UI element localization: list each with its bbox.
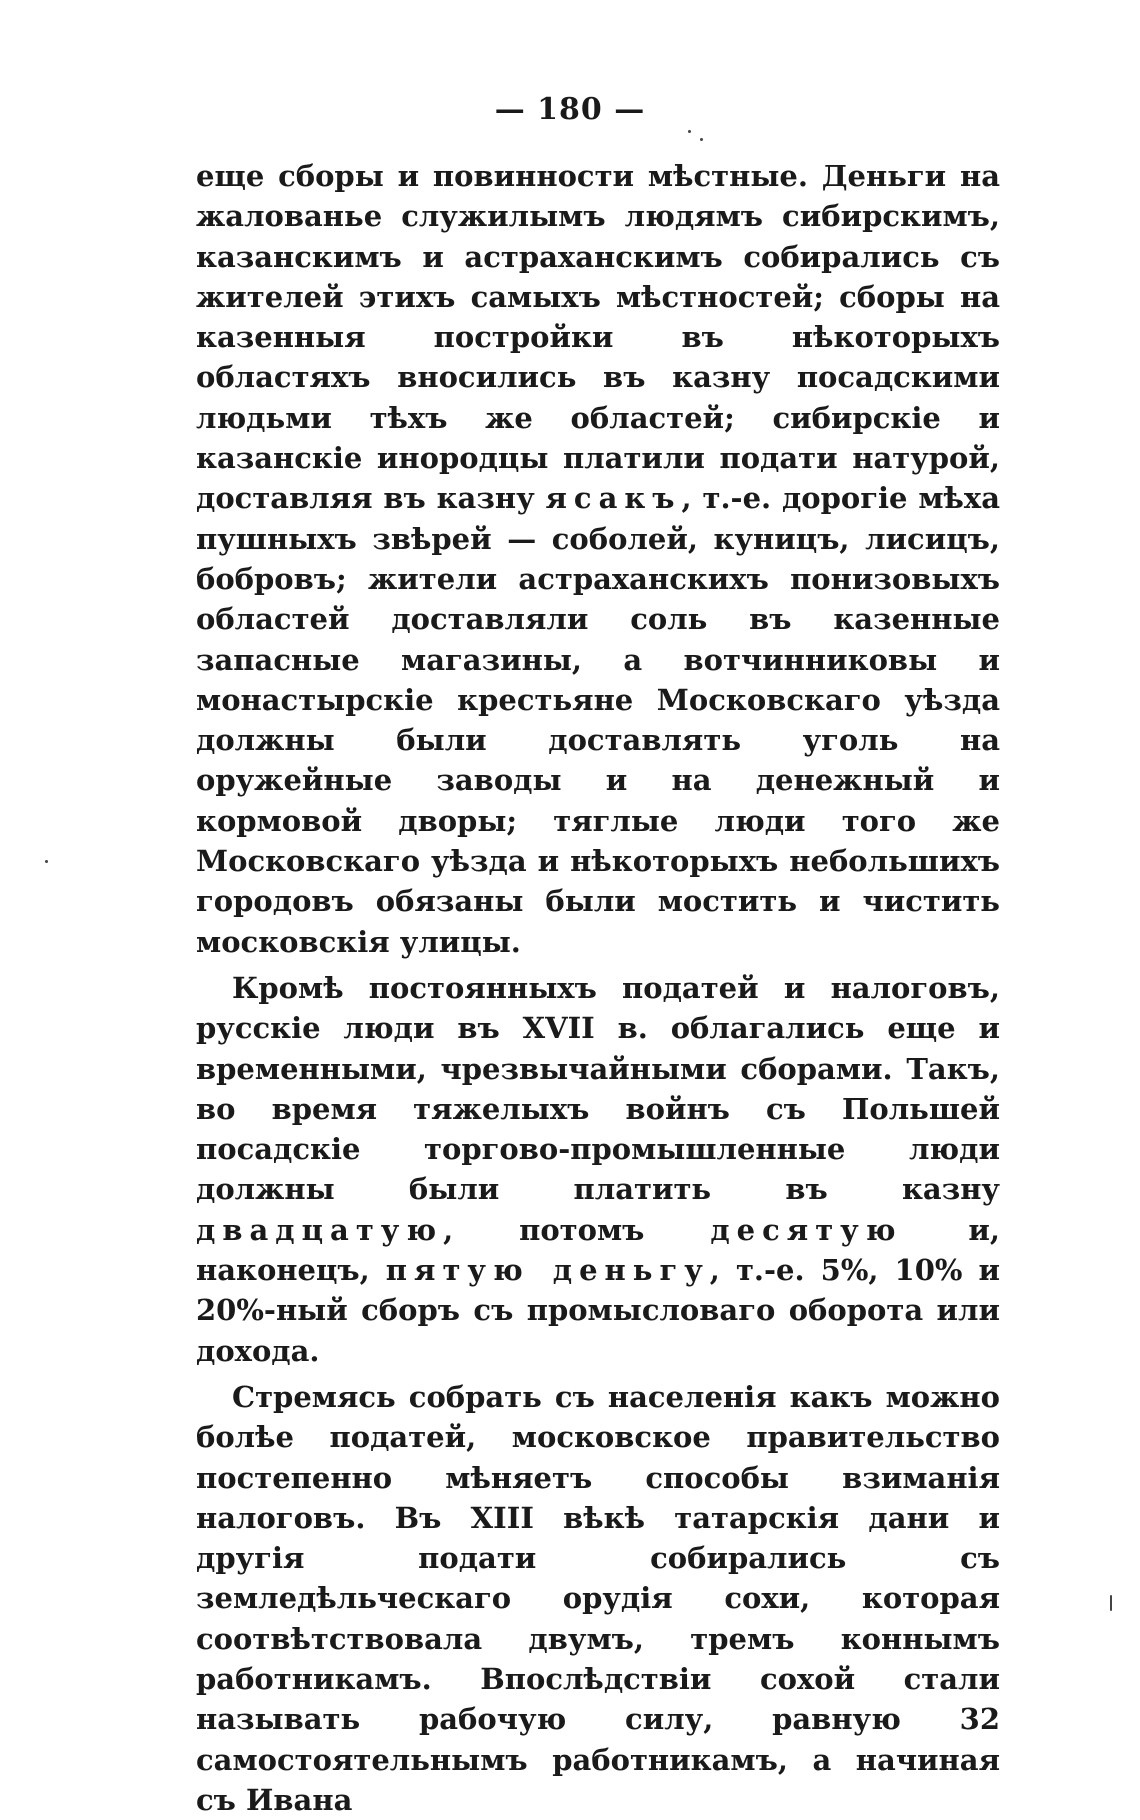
paragraph-1-text-a: еще сборы и повинности мѣстные. Деньги на жалованье служилымъ людямъ сибирскимъ, казанскимъ и астраханскимъ собирались съ жителей этихъ самыхъ мѣстностей; сборы на казенныя постройки въ нѣкоторыхъ областяхъ вносились въ казну посадскими людьми тѣхъ же областей; сибирскіе и казанскіе инородцы платили подати натурой, доставляя въ казну	[196, 159, 1000, 516]
paragraph-2	[196, 968, 1000, 1371]
emphasized-term-yasak: ясакъ	[545, 481, 682, 516]
page-number: — 180 —	[494, 92, 646, 127]
paragraph-2-text-a: Кромѣ постоянныхъ податей и налоговъ, русскіе люди въ XVII в. облагались еще и временными, чрезвычайными сборами. Такъ, во время тяжелыхъ войнъ съ Польшей посадскіе торгово-промышленные люди должны были платить въ казну	[196, 970, 1000, 1207]
emphasized-term-dvadtsatuyu: двадцатую	[196, 1212, 444, 1247]
scan-speck	[700, 138, 703, 141]
paragraph-2-text-d: , т.-е. 5%, 10% и 20%-ный сборъ съ промысловаго оборота или дохода.	[196, 1253, 1000, 1368]
paragraph-3	[196, 1377, 1000, 1820]
paragraph-1-text-b: , т.-е. дорогіе мѣха пушныхъ звѣрей — соболей, куницъ, лисицъ, бобровъ; жители астраханскихъ понизовыхъ областей доставляли соль въ казенные запасные магазины, а вотчинниковы и монастырскіе крестьяне Московскаго уѣзда должны были доставлять уголь на оружейные заводы и на денежный и кормовой дворы; тяглые люди того же Московскаго уѣзда и нѣкоторыхъ небольшихъ городовъ обязаны были мостить и чистить московскія улицы.	[196, 481, 1000, 959]
paragraph-2-text-c: и, наконецъ,	[196, 1212, 1001, 1288]
emphasized-term-desyatuyu: десятую	[710, 1212, 903, 1247]
scan-speck	[45, 860, 48, 863]
paragraph-3-text: Стремясь собрать съ населенія какъ можно болѣе податей, московское правительство постепенно мѣняетъ способы взиманія налоговъ. Въ XIII вѣкѣ татарскія дани и другія подати собирались съ земледѣльческаго орудія сохи, которая соотвѣтствовала двумъ, тремъ коннымъ работникамъ. Впослѣдствіи сохой стали называть рабочую силу, равную 32 самостоятельнымъ работникамъ, а начиная съ Ивана	[196, 1379, 1000, 1817]
paragraph-1	[196, 156, 1000, 962]
paragraph-2-text-b: , потомъ	[443, 1212, 711, 1247]
text-column	[196, 156, 1000, 1820]
scan-speck	[688, 130, 691, 133]
emphasized-term-pyatuyu-dengu: пятую деньгу	[385, 1253, 710, 1288]
scan-speck	[1110, 1595, 1112, 1611]
